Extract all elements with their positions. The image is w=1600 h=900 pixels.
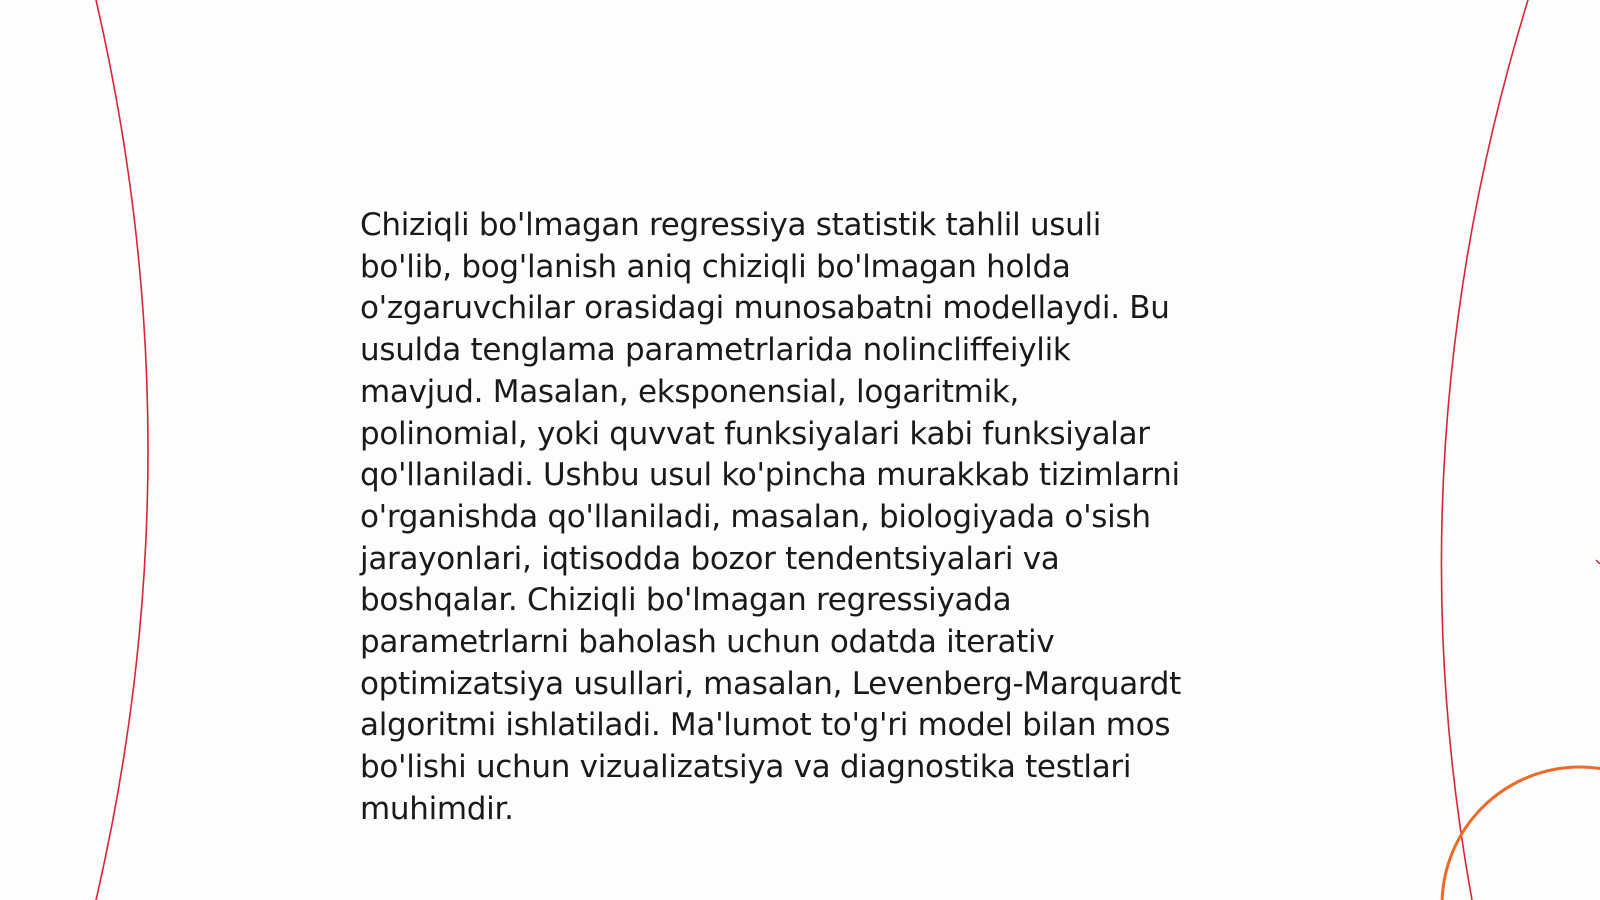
- body-paragraph: Chiziqli bo'lmagan regressiya statistik tahlil usuli bo'lib, bog'lanish aniq chiziqli bo'lmagan holda o'zgaruvchilar orasidagi munosabatni modellaydi. Bu usulda tenglama parametrlarida nolincliffeiylik mavjud. Masalan, eksponensial, logaritmik, polinomial, yoki quvvat funksiyalari kabi funksiyalar qo'llaniladi. Ushbu usul ko'pincha murakkab tizimlarni o'rganishda qo'llaniladi, masalan, biologiyada o'sish jarayonlari, iqtisodda bozor tendentsiyalari va boshqalar. Chiziqli bo'lmagan regressiyada parametrlarni baholash uchun odatda iterativ optimizatsiya usullari, masalan, Levenberg-Marquardt algoritmi ishlatiladi. Ma'lumot to'g'ri model bilan mos bo'lishi uchun vizualizatsiya va diagnostika testlari muhimdir.: [360, 207, 1182, 827]
- small-edge-tick: [1596, 560, 1600, 564]
- left-curve-line: [96, 0, 148, 900]
- right-curve-line: [1441, 0, 1528, 900]
- orange-circle-outline: [1442, 767, 1600, 900]
